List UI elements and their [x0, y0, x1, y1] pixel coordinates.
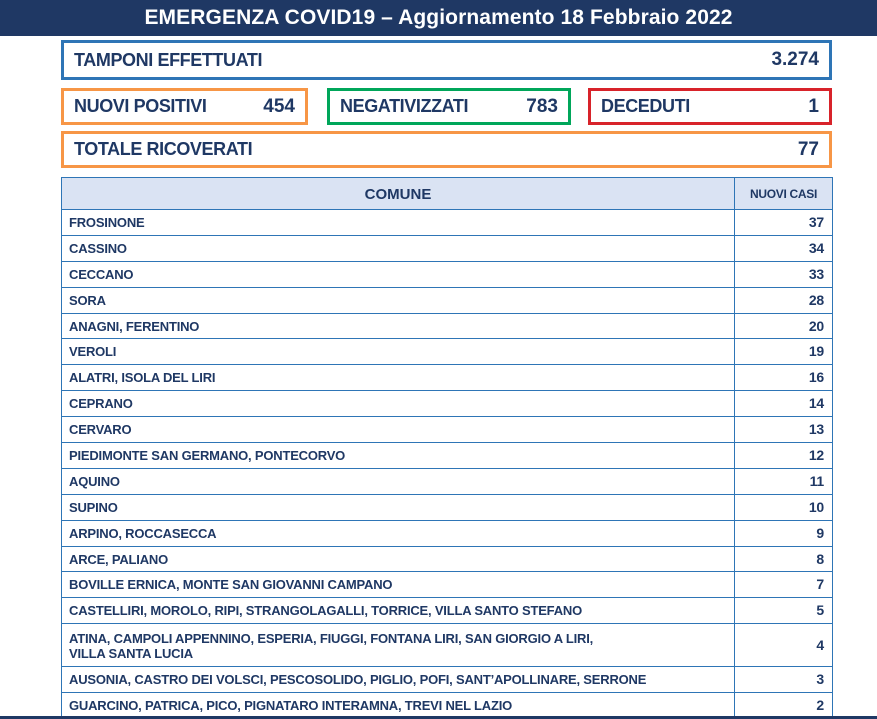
totale-ricoverati-box: [61, 131, 832, 168]
comuni-table: [61, 177, 833, 719]
comune-cell: VEROLI: [62, 339, 735, 365]
totale-ricoverati-value: 77: [797, 138, 819, 160]
tamponi-box: [61, 40, 832, 80]
table-row: [62, 313, 833, 339]
comune-cell: SORA: [62, 287, 735, 313]
comune-cell: FROSINONE: [62, 210, 735, 236]
comune-line-2: VILLA SANTA LUCIA: [69, 646, 193, 662]
comune-cell: CECCANO: [62, 261, 735, 287]
comune-cell: ARPINO, ROCCASECCA: [62, 520, 735, 546]
table-row: [62, 391, 833, 417]
table-row: [62, 624, 833, 667]
column-header-nuovi-casi: NUOVI CASI: [735, 178, 833, 210]
nuovi-casi-cell: 33: [735, 261, 833, 287]
comune-cell: AUSONIA, CASTRO DEI VOLSCI, PESCOSOLIDO, PIGLIO, POFI, SANT’APOLLINARE, SERRONE: [62, 667, 735, 693]
nuovi-casi-cell: 14: [735, 391, 833, 417]
table-header-row: [62, 178, 833, 210]
nuovi-casi-cell: 3: [735, 667, 833, 693]
nuovi-positivi-value: 454: [263, 95, 295, 117]
nuovi-casi-cell: 12: [735, 443, 833, 469]
deceduti-box: [588, 88, 832, 125]
comune-cell: ANAGNI, FERENTINO: [62, 313, 735, 339]
comune-cell: PIEDIMONTE SAN GERMANO, PONTECORVO: [62, 443, 735, 469]
nuovi-casi-cell: 2: [735, 693, 833, 719]
negativizzati-label: NEGATIVIZZATI: [340, 96, 469, 116]
table-row: [62, 494, 833, 520]
nuovi-positivi-label: NUOVI POSITIVI: [74, 96, 207, 116]
comune-cell: CEPRANO: [62, 391, 735, 417]
negativizzati-value: 783: [526, 95, 558, 117]
tamponi-label: TAMPONI EFFETTUATI: [74, 49, 263, 70]
negativizzati-box: [327, 88, 571, 125]
table-row: [62, 235, 833, 261]
table-row: [62, 443, 833, 469]
table-row: [62, 287, 833, 313]
nuovi-casi-cell: 20: [735, 313, 833, 339]
comune-cell: [62, 624, 735, 667]
tamponi-value: 3.274: [771, 49, 819, 70]
table-row: [62, 261, 833, 287]
comune-cell: BOVILLE ERNICA, MONTE SAN GIOVANNI CAMPANO: [62, 572, 735, 598]
table-row: [62, 365, 833, 391]
comune-cell: ALATRI, ISOLA DEL LIRI: [62, 365, 735, 391]
comune-cell: CASTELLIRI, MOROLO, RIPI, STRANGOLAGALLI, TORRICE, VILLA SANTO STEFANO: [62, 598, 735, 624]
nuovi-positivi-box: [61, 88, 308, 125]
deceduti-value: 1: [808, 95, 819, 117]
comuni-table-wrap: [61, 177, 832, 717]
table-row: [62, 546, 833, 572]
table-row: [62, 339, 833, 365]
comune-cell: CERVARO: [62, 417, 735, 443]
table-row: [62, 693, 833, 719]
column-header-comune: COMUNE: [62, 178, 735, 210]
nuovi-casi-cell: 19: [735, 339, 833, 365]
table-row: [62, 572, 833, 598]
nuovi-casi-cell: 9: [735, 520, 833, 546]
nuovi-casi-cell: 37: [735, 210, 833, 236]
totale-ricoverati-label: TOTALE RICOVERATI: [74, 139, 253, 159]
comune-line-1: ATINA, CAMPOLI APPENNINO, ESPERIA, FIUGGI, FONTANA LIRI, SAN GIORGIO A LIRI,: [69, 631, 594, 647]
nuovi-casi-cell: 10: [735, 494, 833, 520]
table-row: [62, 210, 833, 236]
deceduti-label: DECEDUTI: [601, 96, 690, 116]
table-row: [62, 667, 833, 693]
table-row: [62, 468, 833, 494]
comune-cell: SUPINO: [62, 494, 735, 520]
table-row: [62, 598, 833, 624]
nuovi-casi-cell: 8: [735, 546, 833, 572]
comune-cell: ARCE, PALIANO: [62, 546, 735, 572]
nuovi-casi-cell: 11: [735, 468, 833, 494]
comune-cell: CASSINO: [62, 235, 735, 261]
nuovi-casi-cell: 16: [735, 365, 833, 391]
nuovi-casi-cell: 34: [735, 235, 833, 261]
nuovi-casi-cell: 5: [735, 598, 833, 624]
table-row: [62, 520, 833, 546]
nuovi-casi-cell: 13: [735, 417, 833, 443]
nuovi-casi-cell: 28: [735, 287, 833, 313]
table-row: [62, 417, 833, 443]
comune-cell: GUARCINO, PATRICA, PICO, PIGNATARO INTERAMNA, TREVI NEL LAZIO: [62, 693, 735, 719]
nuovi-casi-cell: 7: [735, 572, 833, 598]
page-title: EMERGENZA COVID19 – Aggiornamento 18 Febbraio 2022: [0, 0, 877, 36]
nuovi-casi-cell: 4: [735, 624, 833, 667]
comune-cell: AQUINO: [62, 468, 735, 494]
